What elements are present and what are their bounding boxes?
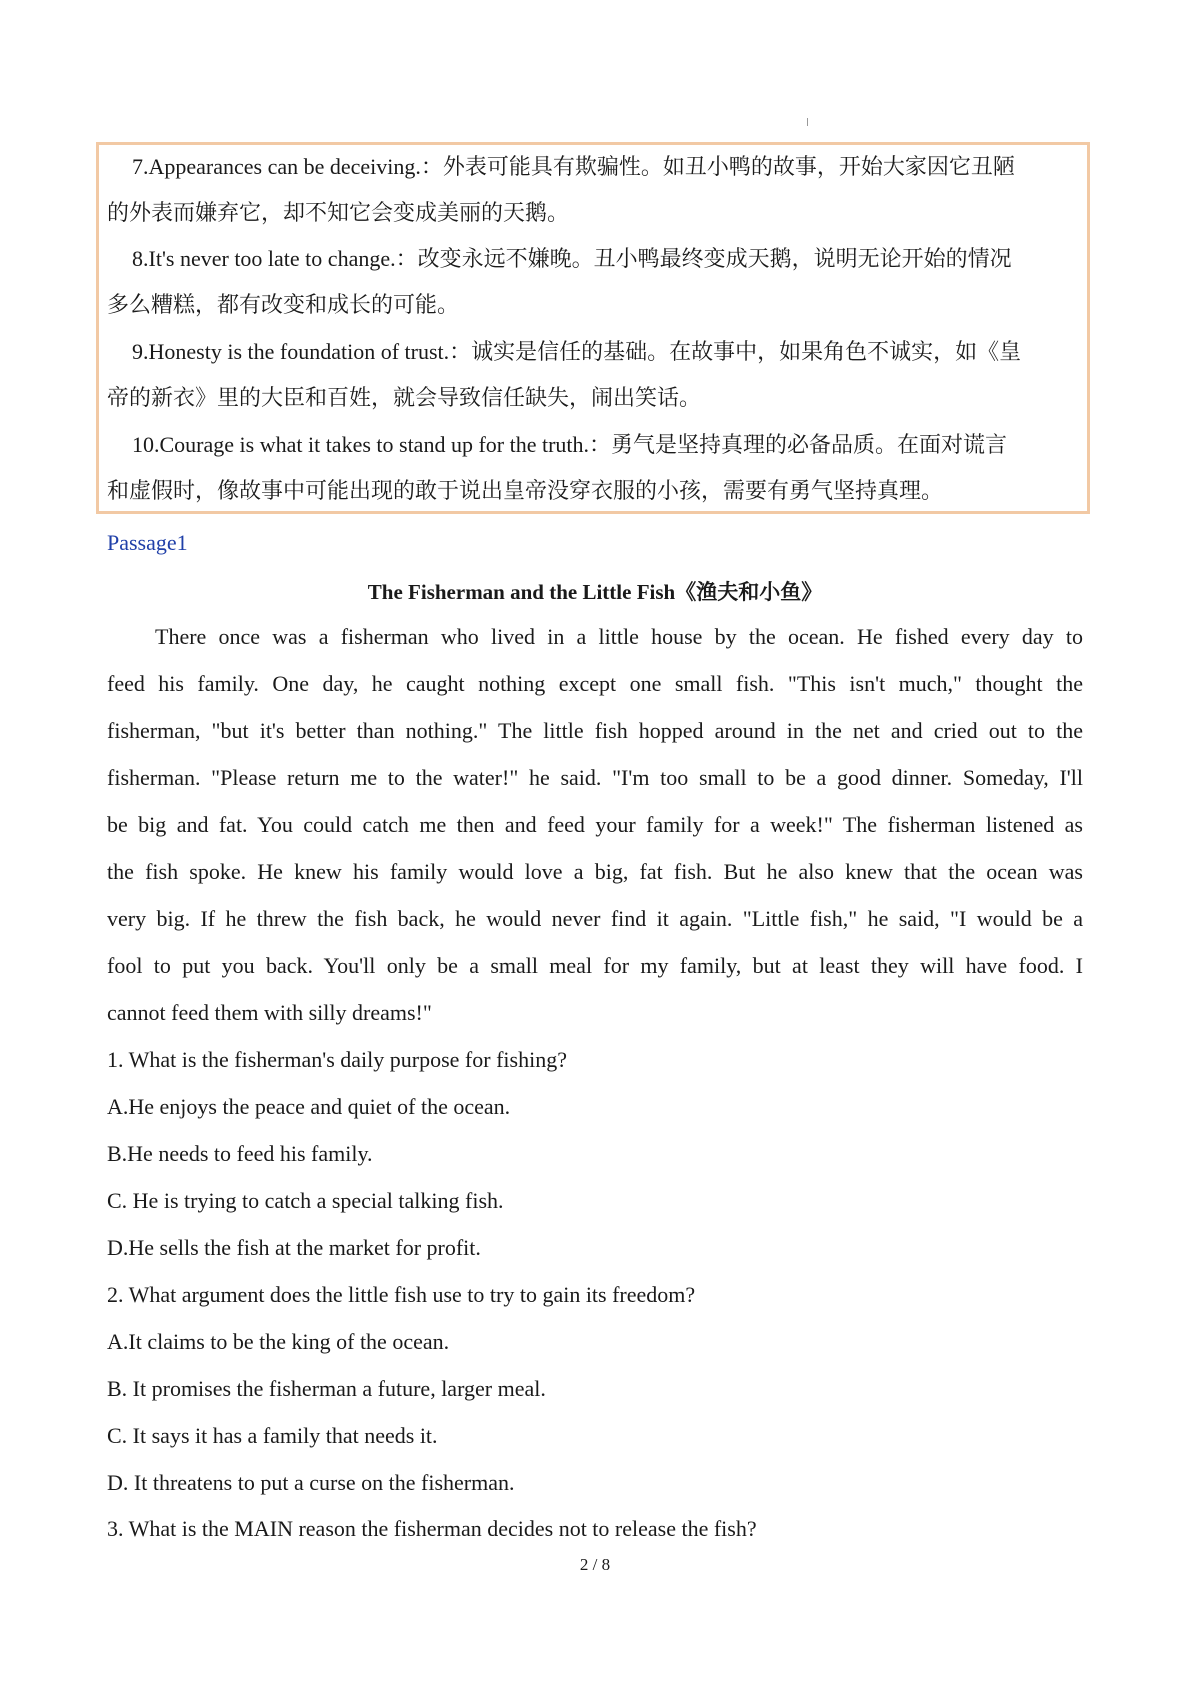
option: A.He enjoys the peace and quiet of the ocean. (107, 1094, 511, 1119)
passage-label: Passage1 (107, 530, 188, 555)
proverb-line: 7.Appearances can be deceiving.：外表可能具有欺骗性。如丑小鸭的故事，开始大家因它丑陋 (132, 154, 1015, 179)
option: D. It threatens to put a curse on the fisherman. (107, 1470, 515, 1495)
paragraph-line: fool to put you back. You'll only be a small meal for my family, but at least they will have food. I (107, 953, 1083, 978)
proverb-line: 10.Courage is what it takes to stand up for the truth.：勇气是坚持真理的必备品质。在面对谎言 (132, 432, 1008, 457)
proverb-line: 帝的新衣》里的大臣和百姓，就会导致信任缺失，闹出笑话。 (107, 385, 702, 410)
paragraph-line: cannot feed them with silly dreams!" (107, 1000, 432, 1025)
paragraph-line: There once was a fisherman who lived in a little house by the ocean. He fished every day to (155, 624, 1083, 649)
paragraph-line: the fish spoke. He knew his family would love a big, fat fish. But he also knew that the ocean was (107, 859, 1083, 884)
proverb-line: 和虚假时，像故事中可能出现的敢于说出皇帝没穿衣服的小孩，需要有勇气坚持真理。 (107, 478, 944, 503)
option: A.It claims to be the king of the ocean. (107, 1329, 450, 1354)
question: 3. What is the MAIN reason the fisherman decides not to release the fish? (107, 1516, 757, 1541)
question: 2. What argument does the little fish use to try to gain its freedom? (107, 1282, 696, 1307)
proverb-line: 的外表而嫌弃它，却不知它会变成美丽的天鹅。 (107, 200, 570, 225)
option: D.He sells the fish at the market for profit. (107, 1235, 481, 1260)
option: C. He is trying to catch a special talking fish. (107, 1188, 504, 1213)
question: 1. What is the fisherman's daily purpose for fishing? (107, 1047, 567, 1072)
proverb-line: 多么糟糕，都有改变和成长的可能。 (107, 292, 460, 317)
option: B. It promises the fisherman a future, larger meal. (107, 1376, 546, 1401)
passage-title: The Fisherman and the Little Fish《渔夫和小鱼》 (367, 580, 823, 604)
option: C. It says it has a family that needs it. (107, 1423, 438, 1448)
page-mark (807, 118, 808, 126)
paragraph-line: very big. If he threw the fish back, he would never find it again. "Little fish," he said, "I would be a (107, 906, 1083, 931)
paragraph-line: be big and fat. You could catch me then and feed your family for a week!" The fisherman listened as (107, 812, 1083, 837)
paragraph-line: fisherman. "Please return me to the water!" he said. "I'm too small to be a good dinner. Someday, I'll (107, 765, 1083, 790)
option: B.He needs to feed his family. (107, 1141, 373, 1166)
proverb-line: 8.It's never too late to change.：改变永远不嫌晚。丑小鸭最终变成天鹅，说明无论开始的情况 (132, 246, 1012, 271)
paragraph-line: fisherman, "but it's better than nothing." The little fish hopped around in the net and cried out to the (107, 718, 1083, 743)
paragraph-line: feed his family. One day, he caught nothing except one small fish. "This isn't much," thought the (107, 671, 1083, 696)
page-number: 2 / 8 (579, 1555, 611, 1574)
proverb-line: 9.Honesty is the foundation of trust.：诚实是信任的基础。在故事中，如果角色不诚实，如《皇 (132, 339, 1022, 364)
